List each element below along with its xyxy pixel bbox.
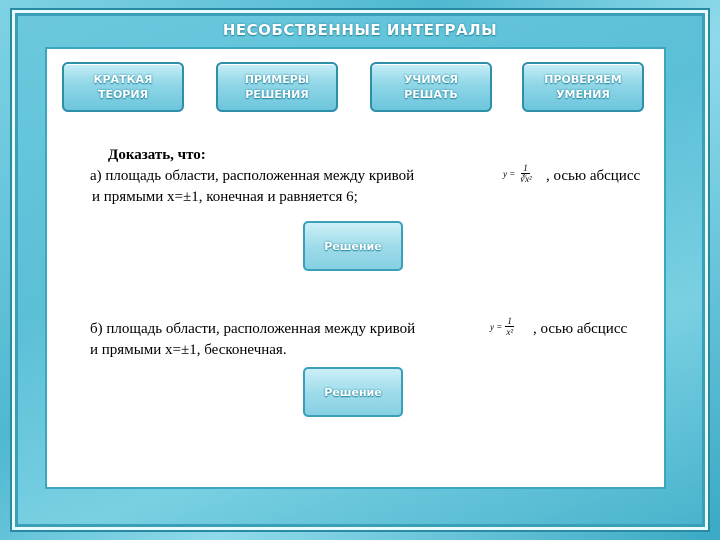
formula-a (503, 163, 533, 185)
formula-b-denominator: x² (506, 327, 514, 337)
formula-a-fraction (518, 163, 532, 185)
solution-button-b[interactable]: Решение (303, 367, 403, 417)
task-a-after-formula: , осью абсцисс (546, 168, 641, 184)
task-b-after-formula: , осью абсцисс (533, 321, 628, 337)
task-heading: Доказать, что: (108, 147, 206, 163)
nav-button-learn-label: УЧИМСЯ РЕШАТЬ (403, 73, 459, 101)
nav-button-check-label: ПРОВЕРЯЕМ УМЕНИЯ (544, 73, 622, 101)
formula-b-lhs: y = (490, 322, 503, 332)
nav-button-theory-label: КРАТКАЯ ТЕОРИЯ (93, 73, 153, 101)
nav-button-check[interactable] (522, 62, 644, 112)
task-b-line2: и прямыми x=±1, бесконечная. (90, 342, 287, 358)
formula-a-denominator: ∛x² (519, 174, 532, 184)
formula-b-fraction (505, 316, 514, 338)
nav-button-theory[interactable] (62, 62, 184, 112)
task-a-line2: и прямыми x=±1, конечная и равняется 6; (92, 189, 358, 205)
formula-a-numerator: 1 (523, 163, 528, 173)
formula-a-lhs: y = (503, 169, 516, 179)
nav-button-examples[interactable] (216, 62, 338, 112)
formula-b (490, 316, 514, 338)
nav-button-examples-label: ПРИМЕРЫ РЕШЕНИЯ (244, 73, 310, 101)
nav-button-learn[interactable] (370, 62, 492, 112)
task-a-line1: а) площадь области, расположенная между кривой (90, 168, 415, 184)
task-b-line1: б) площадь области, расположенная между кривой (90, 321, 416, 337)
solution-button-a[interactable]: Решение (303, 221, 403, 271)
slide-title: НЕСОБСТВЕННЫЕ ИНТЕГРАЛЫ (222, 21, 498, 39)
formula-b-numerator: 1 (507, 316, 512, 326)
